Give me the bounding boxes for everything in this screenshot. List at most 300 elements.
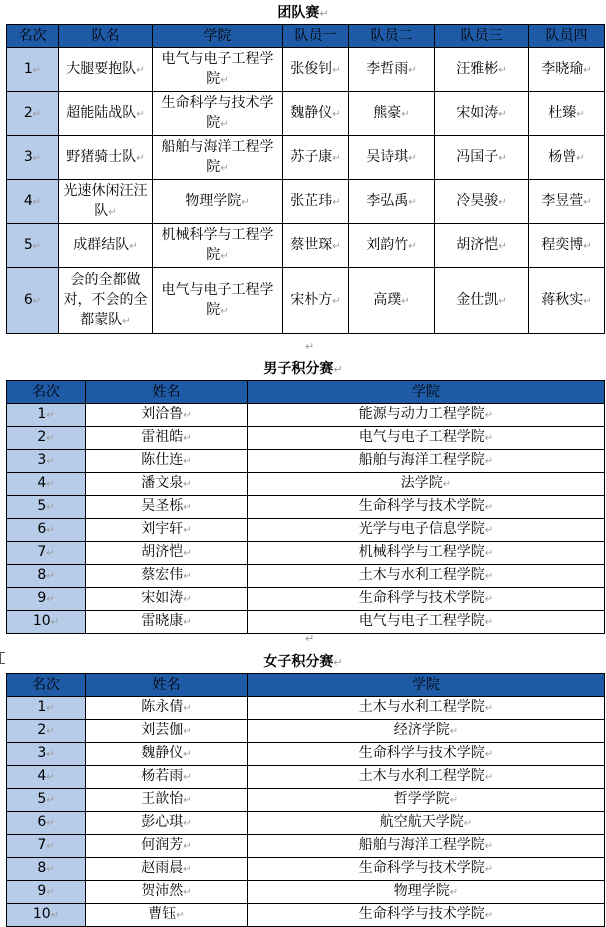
cell-mark-icon: ↵ bbox=[46, 703, 55, 714]
cell-mark-icon: ↵ bbox=[46, 548, 55, 559]
cell-mark-icon: ↵ bbox=[183, 703, 192, 714]
member-2-cell-text: 熊豪 bbox=[373, 104, 402, 121]
team-row bbox=[7, 92, 605, 136]
header-rank: 名次 bbox=[7, 25, 59, 48]
college-cell-text: 生命科学与技术学院 bbox=[358, 745, 485, 761]
cell-mark-icon: ↵ bbox=[484, 502, 494, 513]
cell-mark-icon: ↵ bbox=[484, 703, 494, 714]
name-cell bbox=[86, 720, 248, 743]
rank-cell bbox=[7, 92, 59, 136]
cell-mark-icon: ↵ bbox=[583, 295, 592, 307]
cell-mark-icon: ↵ bbox=[332, 196, 341, 208]
member-3-cell bbox=[435, 48, 529, 92]
rank-cell bbox=[7, 48, 59, 92]
member-2-cell bbox=[349, 268, 435, 334]
cell-mark-icon: ↵ bbox=[484, 571, 494, 582]
header-college: 学院 bbox=[248, 381, 605, 404]
college-cell bbox=[248, 473, 605, 496]
cell-mark-icon: ↵ bbox=[498, 240, 507, 252]
member-1-cell bbox=[283, 180, 349, 224]
rank-cell bbox=[7, 268, 59, 334]
college-cell bbox=[248, 404, 605, 427]
team-row bbox=[7, 180, 605, 224]
cell-mark-icon: ↵ bbox=[583, 240, 592, 252]
cell-mark-icon: ↵ bbox=[576, 108, 585, 120]
team-row bbox=[7, 224, 605, 268]
member-2-cell-text: 高璞 bbox=[373, 291, 402, 308]
member-1-cell bbox=[283, 92, 349, 136]
paragraph-mark-icon: ↵ bbox=[333, 656, 343, 669]
college-cell-text: 光学与电子信息学院 bbox=[358, 521, 485, 537]
cell-mark-icon: ↵ bbox=[46, 410, 55, 421]
college-cell-text: 物理学院 bbox=[393, 883, 450, 899]
cell-mark-icon: ↵ bbox=[332, 240, 341, 252]
cell-mark-icon: ↵ bbox=[484, 548, 494, 559]
cell-mark-icon: ↵ bbox=[484, 525, 494, 536]
name-cell-text: 雷祖皓 bbox=[141, 429, 184, 445]
name-cell bbox=[86, 812, 248, 835]
college-cell bbox=[153, 136, 283, 180]
cell-mark-icon: ↵ bbox=[46, 887, 55, 898]
name-cell bbox=[86, 450, 248, 473]
men-row bbox=[7, 496, 605, 519]
name-cell bbox=[86, 473, 248, 496]
college-cell bbox=[248, 789, 605, 812]
men-row bbox=[7, 611, 605, 634]
cell-mark-icon: ↵ bbox=[220, 250, 229, 262]
team-header-row bbox=[7, 25, 605, 48]
rank-cell bbox=[7, 450, 86, 473]
cell-mark-icon: ↵ bbox=[408, 152, 417, 164]
cell-mark-icon: ↵ bbox=[183, 841, 192, 852]
cell-mark-icon: ↵ bbox=[46, 525, 55, 536]
men-section-title bbox=[0, 360, 606, 379]
college-cell-text: 电气与电子工程学院 bbox=[358, 429, 485, 445]
cell-mark-icon: ↵ bbox=[449, 795, 459, 806]
team-row bbox=[7, 268, 605, 334]
college-cell bbox=[248, 720, 605, 743]
member-3-cell-text: 金仕凯 bbox=[456, 291, 499, 308]
rank-cell bbox=[7, 180, 59, 224]
team-row bbox=[7, 136, 605, 180]
college-cell-text: 电气与电子工程学院 bbox=[358, 613, 485, 629]
men-row bbox=[7, 450, 605, 473]
member-2-cell-text: 李弘禹 bbox=[366, 192, 409, 209]
team-name-cell bbox=[59, 180, 153, 224]
college-cell bbox=[248, 519, 605, 542]
cell-mark-icon: ↵ bbox=[50, 910, 60, 921]
cell-mark-icon: ↵ bbox=[183, 818, 192, 829]
women-section-title bbox=[0, 653, 606, 672]
college-cell-text: 生命科学与技术学院 bbox=[161, 94, 274, 131]
rank-cell bbox=[7, 224, 59, 268]
cell-mark-icon: ↵ bbox=[484, 772, 494, 783]
cell-mark-icon: ↵ bbox=[32, 240, 42, 252]
member-4-cell bbox=[529, 180, 605, 224]
name-cell-text: 贺沛然 bbox=[141, 883, 184, 899]
cell-mark-icon: ↵ bbox=[46, 571, 55, 582]
cell-mark-icon: ↵ bbox=[46, 841, 55, 852]
rank-cell bbox=[7, 519, 86, 542]
cell-mark-icon: ↵ bbox=[46, 433, 55, 444]
rank-cell bbox=[7, 904, 86, 927]
member-1-cell-text: 苏子康 bbox=[290, 148, 333, 165]
member-3-cell bbox=[435, 136, 529, 180]
men-header-row bbox=[7, 381, 605, 404]
cell-mark-icon: ↵ bbox=[484, 841, 494, 852]
paragraph-mark-icon: ↵ bbox=[333, 363, 343, 376]
college-cell bbox=[153, 268, 283, 334]
college-cell-text: 电气与电子工程学院 bbox=[161, 281, 274, 318]
name-cell-text: 刘芸伽 bbox=[141, 722, 184, 738]
name-cell-text: 魏静仪 bbox=[141, 745, 184, 761]
header-member-4: 队员四 bbox=[529, 25, 605, 48]
rank-cell-text: 9 bbox=[37, 590, 47, 606]
women-row bbox=[7, 720, 605, 743]
name-cell bbox=[86, 835, 248, 858]
cell-mark-icon: ↵ bbox=[46, 479, 55, 490]
college-cell-text: 法学院 bbox=[400, 475, 443, 491]
cell-mark-icon: ↵ bbox=[583, 196, 592, 208]
name-cell-text: 雷晓康 bbox=[141, 613, 184, 629]
college-cell bbox=[248, 812, 605, 835]
name-cell bbox=[86, 904, 248, 927]
team-title-text: 团队赛 bbox=[277, 5, 320, 21]
member-1-cell-text: 宋朴方 bbox=[290, 291, 333, 308]
women-row bbox=[7, 858, 605, 881]
header-member-1: 队员一 bbox=[283, 25, 349, 48]
cell-mark-icon: ↵ bbox=[449, 887, 459, 898]
cell-mark-icon: ↵ bbox=[136, 152, 145, 164]
cell-mark-icon: ↵ bbox=[32, 152, 42, 164]
member-3-cell-text: 汪雅彬 bbox=[456, 60, 499, 77]
member-1-cell-text: 魏静仪 bbox=[290, 104, 333, 121]
college-cell bbox=[248, 588, 605, 611]
member-3-cell-text: 冷昊骏 bbox=[456, 192, 499, 209]
name-cell-text: 陈仕连 bbox=[141, 452, 184, 468]
member-2-cell bbox=[349, 48, 435, 92]
rank-cell bbox=[7, 542, 86, 565]
cell-mark-icon: ↵ bbox=[32, 64, 42, 76]
men-row bbox=[7, 542, 605, 565]
rank-cell bbox=[7, 473, 86, 496]
rank-cell bbox=[7, 881, 86, 904]
college-cell bbox=[248, 766, 605, 789]
cell-mark-icon: ↵ bbox=[401, 295, 410, 307]
rank-cell bbox=[7, 858, 86, 881]
cell-mark-icon: ↵ bbox=[46, 864, 55, 875]
women-row bbox=[7, 766, 605, 789]
college-cell-text: 生命科学与技术学院 bbox=[358, 498, 485, 514]
team-name-cell-text: 光速休闲汪汪队 bbox=[63, 182, 148, 219]
member-3-cell-text: 冯国子 bbox=[456, 148, 499, 165]
college-cell bbox=[153, 92, 283, 136]
college-cell bbox=[248, 427, 605, 450]
college-cell bbox=[248, 496, 605, 519]
rank-cell bbox=[7, 404, 86, 427]
rank-cell bbox=[7, 743, 86, 766]
team-name-cell bbox=[59, 92, 153, 136]
cell-mark-icon: ↵ bbox=[484, 864, 494, 875]
member-3-cell bbox=[435, 224, 529, 268]
rank-cell-text: 5 bbox=[23, 236, 33, 253]
member-4-cell bbox=[529, 136, 605, 180]
rank-cell-text: 5 bbox=[37, 498, 47, 514]
cell-mark-icon: ↵ bbox=[498, 152, 507, 164]
men-row bbox=[7, 404, 605, 427]
college-cell-text: 土木与水利工程学院 bbox=[358, 567, 485, 583]
cell-mark-icon: ↵ bbox=[484, 433, 494, 444]
college-cell-text: 物理学院 bbox=[185, 192, 242, 209]
college-cell-text: 土木与水利工程学院 bbox=[358, 768, 485, 784]
cell-mark-icon: ↵ bbox=[136, 64, 145, 76]
college-cell-text: 船舶与海洋工程学院 bbox=[161, 138, 274, 175]
cell-mark-icon: ↵ bbox=[463, 818, 473, 829]
member-4-cell-text: 蒋秋实 bbox=[541, 291, 584, 308]
name-cell-text: 潘文泉 bbox=[141, 475, 184, 491]
cell-mark-icon: ↵ bbox=[46, 795, 55, 806]
header-member-3: 队员三 bbox=[435, 25, 529, 48]
team-name-cell bbox=[59, 268, 153, 334]
rank-cell bbox=[7, 611, 86, 634]
women-table bbox=[6, 673, 605, 927]
member-1-cell bbox=[283, 224, 349, 268]
cell-mark-icon: ↵ bbox=[183, 864, 192, 875]
cell-mark-icon: ↵ bbox=[332, 295, 341, 307]
rank-cell-text: 9 bbox=[37, 883, 47, 899]
name-cell bbox=[86, 427, 248, 450]
rank-cell-text: 2 bbox=[23, 104, 33, 121]
cell-mark-icon: ↵ bbox=[183, 795, 192, 806]
cell-mark-icon: ↵ bbox=[220, 118, 229, 130]
cell-mark-icon: ↵ bbox=[484, 910, 494, 921]
rank-cell bbox=[7, 588, 86, 611]
member-4-cell-text: 李晓瑜 bbox=[541, 60, 584, 77]
cell-mark-icon: ↵ bbox=[332, 64, 341, 76]
rank-cell-text: 7 bbox=[37, 544, 47, 560]
cell-mark-icon: ↵ bbox=[183, 433, 192, 444]
cell-mark-icon: ↵ bbox=[183, 502, 192, 513]
women-row bbox=[7, 812, 605, 835]
cell-mark-icon: ↵ bbox=[220, 74, 229, 86]
college-cell bbox=[153, 224, 283, 268]
rank-cell-text: 8 bbox=[37, 567, 47, 583]
member-2-cell-text: 刘韵竹 bbox=[366, 236, 409, 253]
member-3-cell bbox=[435, 180, 529, 224]
team-table bbox=[6, 24, 605, 334]
name-cell-text: 吴圣栎 bbox=[141, 498, 184, 514]
rank-cell-text: 7 bbox=[37, 837, 47, 853]
women-row bbox=[7, 835, 605, 858]
member-4-cell-text: 李昱萱 bbox=[541, 192, 584, 209]
member-1-cell-text: 蔡世琛 bbox=[290, 236, 333, 253]
member-4-cell bbox=[529, 92, 605, 136]
college-cell-text: 生命科学与技术学院 bbox=[358, 860, 485, 876]
cell-mark-icon: ↵ bbox=[241, 196, 250, 208]
rank-cell-text: 2 bbox=[37, 429, 47, 445]
rank-cell-text: 5 bbox=[37, 791, 47, 807]
header-name: 姓名 bbox=[86, 381, 248, 404]
cell-mark-icon: ↵ bbox=[183, 887, 192, 898]
paragraph-mark-icon: ↵ bbox=[319, 7, 329, 20]
cell-mark-icon: ↵ bbox=[183, 594, 192, 605]
college-cell-text: 生命科学与技术学院 bbox=[358, 906, 485, 922]
cell-mark-icon: ↵ bbox=[484, 456, 494, 467]
member-4-cell-text: 杨曾 bbox=[548, 148, 577, 165]
rank-cell bbox=[7, 565, 86, 588]
cell-mark-icon: ↵ bbox=[183, 571, 192, 582]
name-cell bbox=[86, 611, 248, 634]
rank-cell-text: 1 bbox=[37, 406, 47, 422]
member-1-cell bbox=[283, 48, 349, 92]
member-3-cell bbox=[435, 92, 529, 136]
rank-cell-text: 4 bbox=[37, 475, 47, 491]
team-name-cell bbox=[59, 136, 153, 180]
men-row bbox=[7, 565, 605, 588]
paragraph-mark-icon: ↵ bbox=[305, 632, 315, 645]
header-college: 学院 bbox=[248, 674, 605, 697]
name-cell-text: 刘宇轩 bbox=[141, 521, 184, 537]
college-cell bbox=[248, 904, 605, 927]
rank-cell-text: 6 bbox=[37, 521, 47, 537]
rank-cell-text: 10 bbox=[32, 613, 51, 629]
header-college: 学院 bbox=[153, 25, 283, 48]
member-4-cell-text: 程奕博 bbox=[541, 236, 584, 253]
name-cell bbox=[86, 496, 248, 519]
cell-mark-icon: ↵ bbox=[122, 315, 131, 327]
rank-cell-text: 10 bbox=[32, 906, 51, 922]
rank-cell-text: 6 bbox=[37, 814, 47, 830]
cell-mark-icon: ↵ bbox=[183, 617, 192, 628]
cell-mark-icon: ↵ bbox=[408, 64, 417, 76]
rank-cell bbox=[7, 835, 86, 858]
cell-mark-icon: ↵ bbox=[220, 305, 229, 317]
men-title-text: 男子积分赛 bbox=[263, 361, 334, 377]
member-2-cell-text: 李哲雨 bbox=[366, 60, 409, 77]
rank-cell-text: 3 bbox=[37, 745, 47, 761]
rank-cell bbox=[7, 720, 86, 743]
men-row bbox=[7, 473, 605, 496]
member-1-cell bbox=[283, 268, 349, 334]
member-4-cell bbox=[529, 48, 605, 92]
rank-cell bbox=[7, 697, 86, 720]
cell-mark-icon: ↵ bbox=[46, 726, 55, 737]
name-cell-text: 曹钰 bbox=[148, 906, 177, 922]
women-row bbox=[7, 881, 605, 904]
member-3-cell-text: 宋如涛 bbox=[456, 104, 499, 121]
cell-mark-icon: ↵ bbox=[408, 196, 417, 208]
cell-mark-icon: ↵ bbox=[484, 594, 494, 605]
rank-cell bbox=[7, 766, 86, 789]
college-cell-text: 经济学院 bbox=[393, 722, 450, 738]
men-row bbox=[7, 427, 605, 450]
cell-mark-icon: ↵ bbox=[498, 108, 507, 120]
name-cell-text: 彭心琪 bbox=[141, 814, 184, 830]
cell-mark-icon: ↵ bbox=[32, 108, 42, 120]
cell-mark-icon: ↵ bbox=[498, 64, 507, 76]
team-name-cell bbox=[59, 48, 153, 92]
name-cell bbox=[86, 743, 248, 766]
team-name-cell-text: 超能陆战队 bbox=[66, 104, 137, 121]
college-cell-text: 船舶与海洋工程学院 bbox=[358, 837, 485, 853]
name-cell-text: 胡济恺 bbox=[141, 544, 184, 560]
team-row bbox=[7, 48, 605, 92]
name-cell-text: 赵雨晨 bbox=[141, 860, 184, 876]
cell-mark-icon: ↵ bbox=[332, 152, 341, 164]
name-cell-text: 何润芳 bbox=[141, 837, 184, 853]
college-cell bbox=[248, 542, 605, 565]
rank-cell bbox=[7, 136, 59, 180]
cell-mark-icon: ↵ bbox=[183, 548, 192, 559]
rank-cell bbox=[7, 496, 86, 519]
college-cell bbox=[248, 697, 605, 720]
cell-mark-icon: ↵ bbox=[183, 525, 192, 536]
cell-mark-icon: ↵ bbox=[108, 206, 117, 218]
women-row bbox=[7, 743, 605, 766]
member-2-cell bbox=[349, 92, 435, 136]
college-cell-text: 生命科学与技术学院 bbox=[358, 590, 485, 606]
team-section-title bbox=[0, 4, 606, 23]
paragraph-mark-icon: ↵ bbox=[305, 340, 315, 353]
cell-mark-icon: ↵ bbox=[32, 295, 42, 307]
cell-mark-icon: ↵ bbox=[183, 410, 192, 421]
header-rank: 名次 bbox=[7, 381, 86, 404]
name-cell-text: 王歆怡 bbox=[141, 791, 184, 807]
college-cell bbox=[248, 881, 605, 904]
cell-mark-icon: ↵ bbox=[484, 749, 494, 760]
header-name: 姓名 bbox=[86, 674, 248, 697]
rank-cell-text: 4 bbox=[37, 768, 47, 784]
rank-cell bbox=[7, 789, 86, 812]
name-cell bbox=[86, 588, 248, 611]
cell-mark-icon: ↵ bbox=[498, 295, 507, 307]
cell-mark-icon: ↵ bbox=[46, 502, 55, 513]
name-cell-text: 陈永倩 bbox=[141, 699, 184, 715]
team-name-cell-text: 成群结队 bbox=[73, 236, 130, 253]
rank-cell-text: 1 bbox=[23, 60, 33, 77]
cell-mark-icon: ↵ bbox=[401, 108, 410, 120]
men-row bbox=[7, 588, 605, 611]
name-cell-text: 蔡宏伟 bbox=[141, 567, 184, 583]
rank-cell bbox=[7, 812, 86, 835]
name-cell bbox=[86, 789, 248, 812]
name-cell bbox=[86, 697, 248, 720]
name-cell bbox=[86, 404, 248, 427]
women-row bbox=[7, 904, 605, 927]
cell-mark-icon: ↵ bbox=[484, 617, 494, 628]
college-cell bbox=[248, 858, 605, 881]
name-cell bbox=[86, 542, 248, 565]
member-1-cell-text: 张芷玮 bbox=[290, 192, 333, 209]
rank-cell-text: 8 bbox=[37, 860, 47, 876]
cell-mark-icon: ↵ bbox=[449, 726, 459, 737]
name-cell bbox=[86, 858, 248, 881]
cell-mark-icon: ↵ bbox=[46, 749, 55, 760]
cell-mark-icon: ↵ bbox=[498, 196, 507, 208]
rank-cell-text: 1 bbox=[37, 699, 47, 715]
header-rank: 名次 bbox=[7, 674, 86, 697]
rank-cell-text: 4 bbox=[23, 192, 33, 209]
cell-mark-icon: ↵ bbox=[183, 726, 192, 737]
rank-cell bbox=[7, 427, 86, 450]
name-cell bbox=[86, 519, 248, 542]
member-3-cell bbox=[435, 268, 529, 334]
member-1-cell-text: 张俊钊 bbox=[290, 60, 333, 77]
college-cell bbox=[153, 48, 283, 92]
college-cell bbox=[248, 835, 605, 858]
women-title-text: 女子积分赛 bbox=[263, 654, 334, 670]
cell-mark-icon: ↵ bbox=[583, 64, 592, 76]
